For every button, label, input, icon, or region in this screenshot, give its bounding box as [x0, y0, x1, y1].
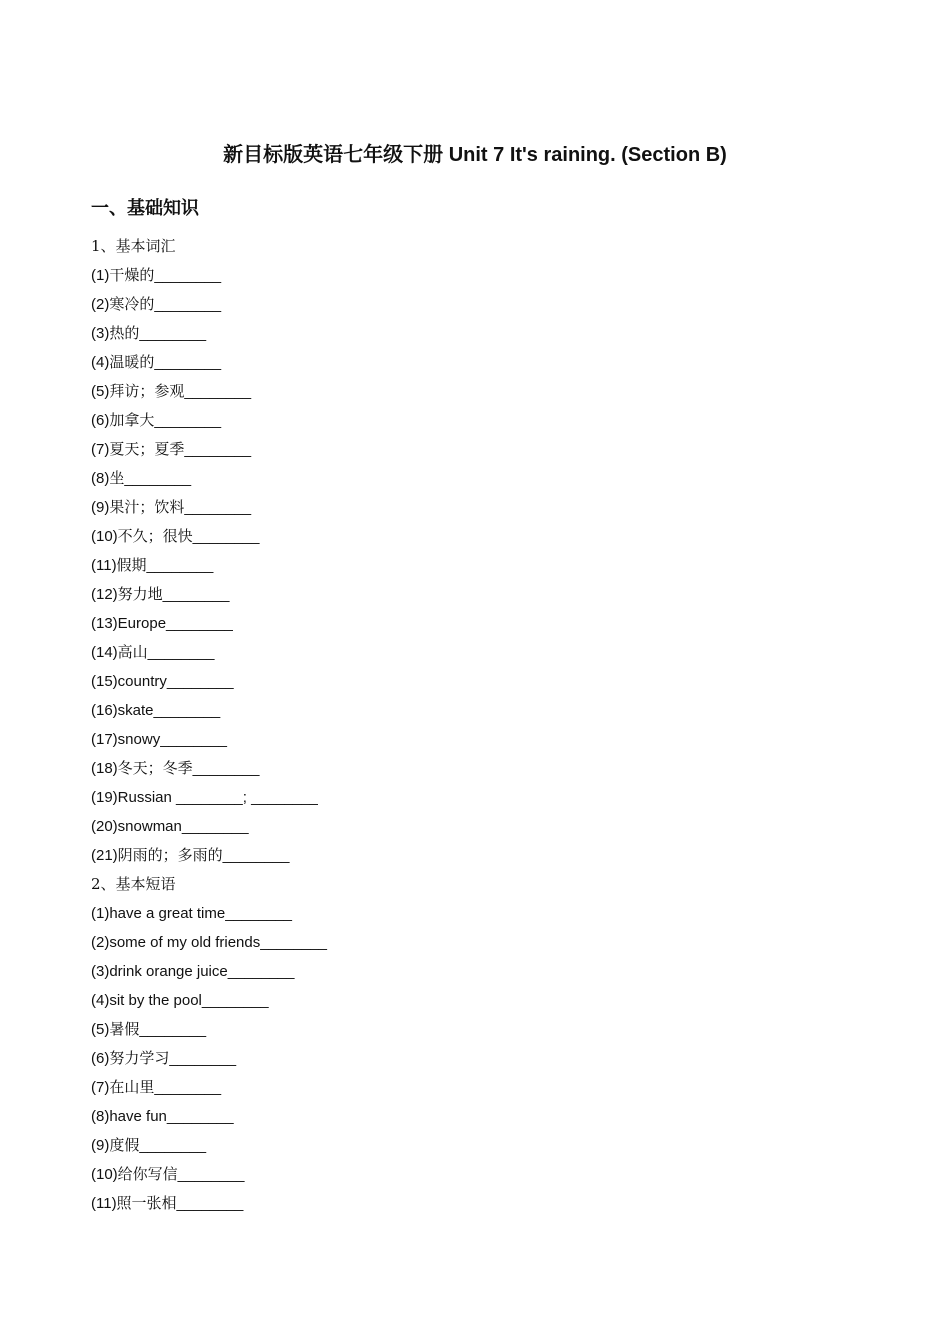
vocab-item: (14)高山________: [91, 644, 215, 661]
phrase-item: (9)度假________: [91, 1137, 207, 1154]
phrase-item: (1)have a great time________: [91, 905, 292, 922]
vocabulary-heading: 1、基本词汇: [91, 237, 176, 255]
phrase-item: (10)给你写信________: [91, 1166, 245, 1183]
vocab-item: (6)加拿大________: [91, 412, 222, 429]
vocab-item: (12)努力地________: [91, 586, 230, 603]
phrases-heading: 2、基本短语: [91, 875, 176, 893]
vocab-item: (7)夏天；夏季________: [91, 441, 252, 458]
vocab-item: (10)不久；很快________: [91, 528, 260, 545]
vocab-item: (15)country________: [91, 673, 234, 690]
vocab-item: (20)snowman________: [91, 818, 249, 835]
vocab-item: (3)热的________: [91, 325, 207, 342]
phrase-item: (5)暑假________: [91, 1021, 207, 1038]
phrase-item: (7)在山里________: [91, 1079, 222, 1096]
vocab-item: (16)skate________: [91, 702, 221, 719]
vocab-item: (19)Russian ________; ________: [91, 789, 318, 806]
vocab-item: (5)拜访；参观________: [91, 383, 252, 400]
vocab-item: (18)冬天；冬季________: [91, 760, 260, 777]
document-title: 新目标版英语七年级下册 Unit 7 It's raining. (Section B): [223, 144, 727, 166]
vocab-item: (13)Europe________: [91, 615, 233, 632]
phrase-item: (6)努力学习________: [91, 1050, 237, 1067]
vocab-item: (9)果汁；饮料________: [91, 499, 252, 516]
phrase-item: (2)some of my old friends________: [91, 934, 327, 951]
phrase-item: (3)drink orange juice________: [91, 963, 295, 980]
vocab-item: (2)寒冷的________: [91, 296, 222, 313]
phrase-item: (11)照一张相________: [91, 1195, 244, 1212]
section-heading: 一、基础知识: [91, 198, 199, 218]
vocab-item: (11)假期________: [91, 557, 214, 574]
vocab-item: (4)温暖的________: [91, 354, 222, 371]
vocab-item: (1)干燥的________: [91, 267, 222, 284]
vocab-item: (21)阴雨的；多雨的________: [91, 847, 290, 864]
phrase-item: (8)have fun________: [91, 1108, 234, 1125]
exercise-content: [91, 232, 871, 1218]
vocab-item: (8)坐________: [91, 470, 192, 487]
phrase-item: (4)sit by the pool________: [91, 992, 269, 1009]
vocab-item: (17)snowy________: [91, 731, 227, 748]
